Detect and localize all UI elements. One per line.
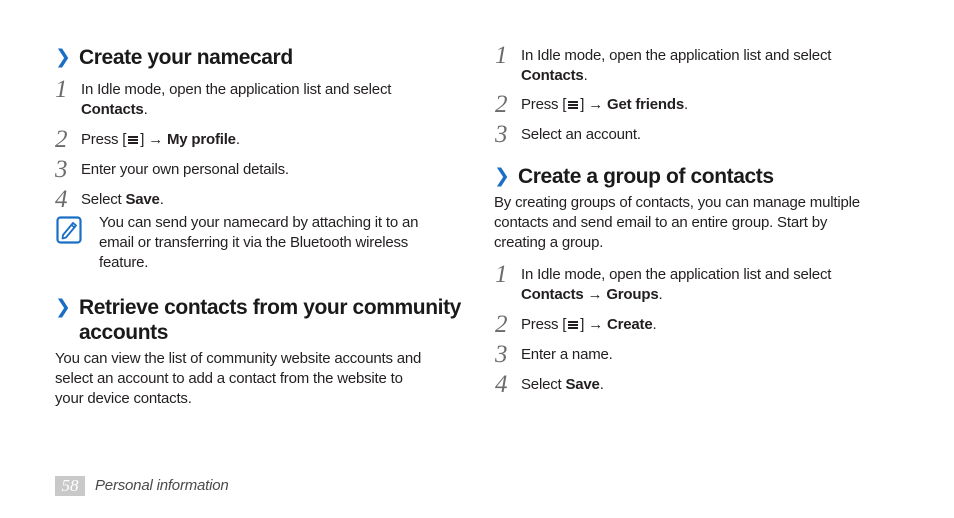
menu-key-icon	[126, 134, 140, 145]
chevron-right-icon: ❯	[55, 47, 71, 68]
group-description: By creating groups of contacts, you can manage multiple contacts and send email to an entire group. Start by creating a group.	[494, 194, 860, 251]
page-number: 58	[55, 476, 85, 496]
footer-section-title: Personal information	[95, 477, 229, 494]
chevron-right-icon: ❯	[55, 297, 71, 318]
note-pencil-icon	[56, 216, 82, 244]
namecard-note: You can send your namecard by attaching it to an email or transferring it via the Bluetooth wireless feature.	[99, 214, 419, 271]
menu-key-icon	[566, 319, 580, 330]
menu-key-icon	[566, 99, 580, 110]
chevron-right-icon: ❯	[494, 166, 510, 187]
retrieve-description: You can view the list of community website accounts and select an account to add a contact from the website to your device contacts.	[55, 350, 422, 407]
